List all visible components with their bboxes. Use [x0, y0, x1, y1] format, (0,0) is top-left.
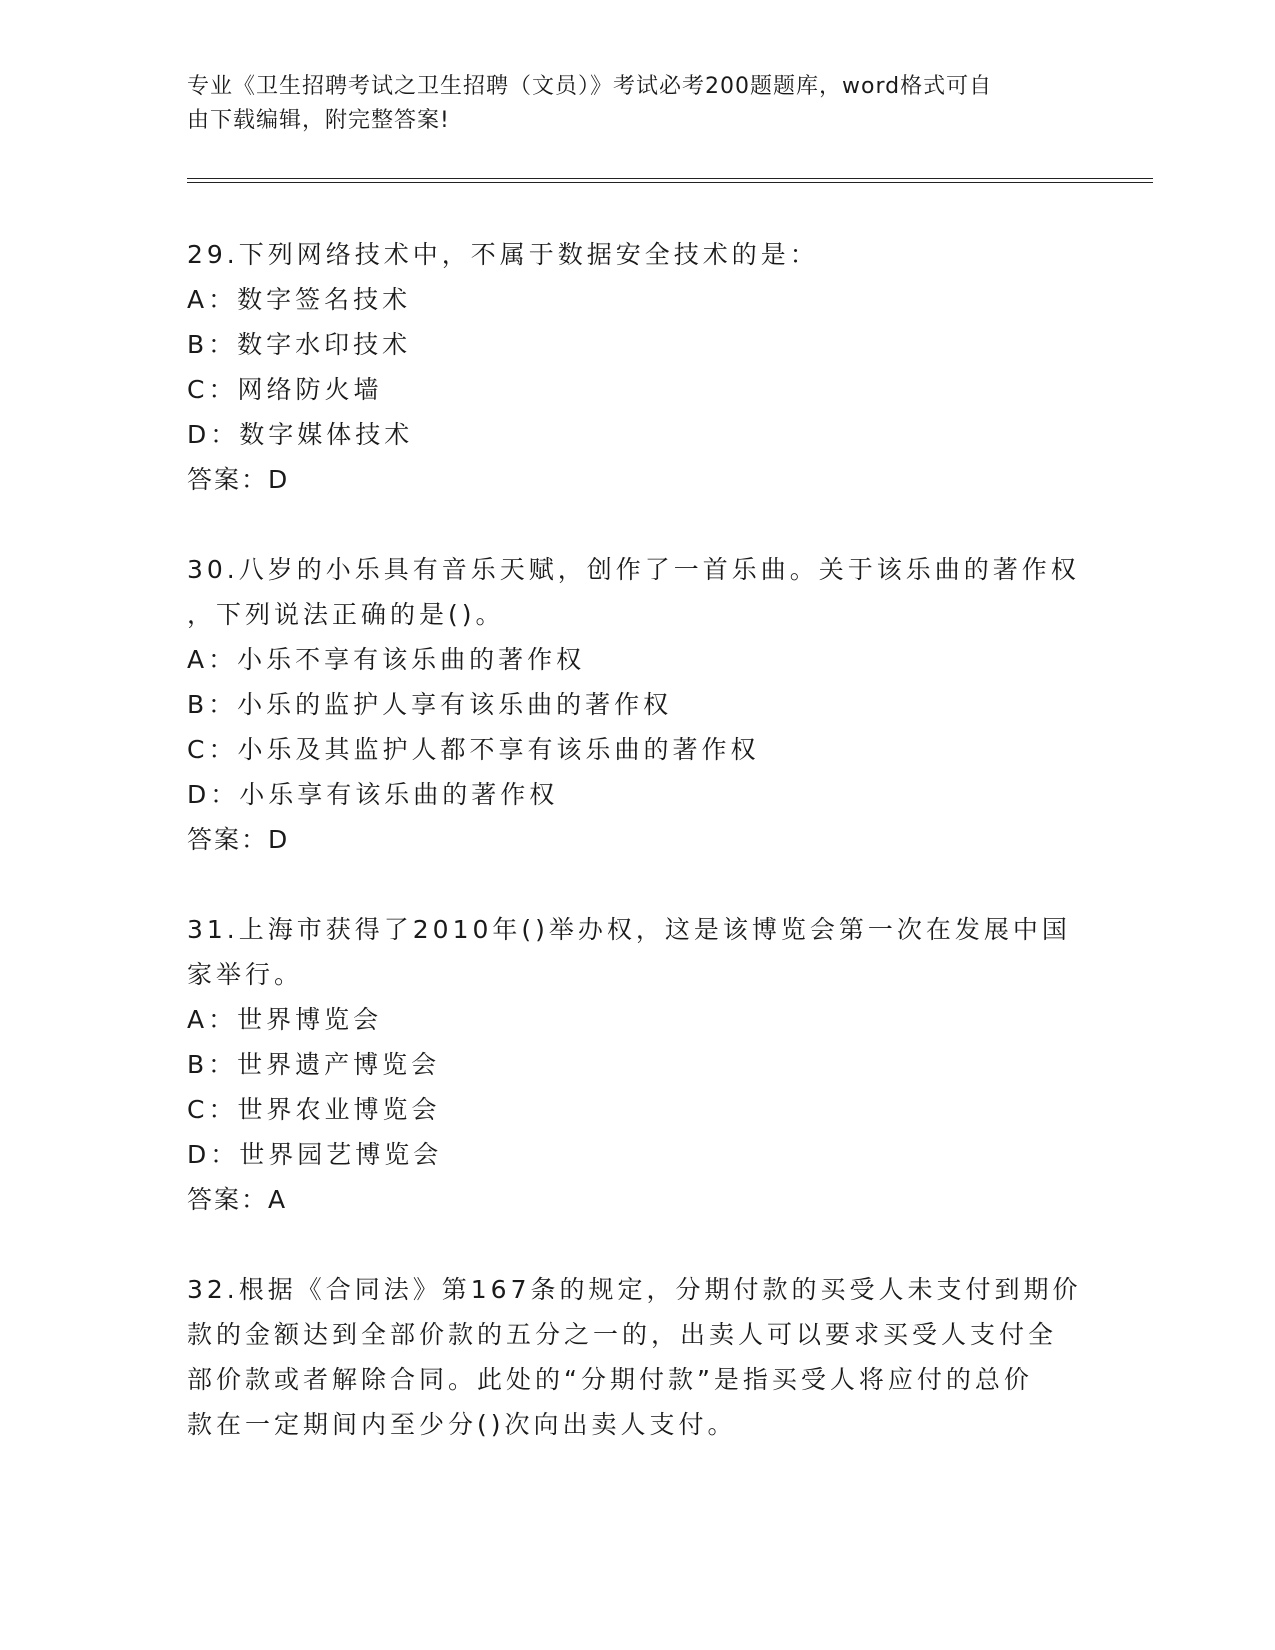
question-list: [187, 232, 1087, 1492]
option-a: A：小乐不享有该乐曲的著作权: [187, 645, 586, 674]
question-30: [187, 547, 1087, 862]
question-29: [187, 232, 1087, 502]
header-line-1: 专业《卫生招聘考试之卫生招聘（文员）》考试必考200题题库，word格式可自: [187, 74, 993, 99]
question-stem: 31.上海市获得了2010年()举办权，这是该博览会第一次在发展中国: [187, 915, 1071, 944]
document-header: [187, 70, 1067, 138]
option-a: A：数字签名技术: [187, 285, 412, 314]
option-c: C：网络防火墙: [187, 375, 383, 404]
question-stem: 款在一定期间内至少分()次向出卖人支付。: [187, 1410, 737, 1439]
header-divider-bottom: [187, 182, 1153, 183]
option-d: D：世界园艺博览会: [187, 1140, 443, 1169]
question-stem: 29.下列网络技术中，不属于数据安全技术的是：: [187, 240, 819, 269]
question-stem: ，下列说法正确的是()。: [187, 600, 505, 629]
question-31: [187, 907, 1087, 1222]
question-stem: 30.八岁的小乐具有音乐天赋，创作了一首乐曲。关于该乐曲的著作权: [187, 555, 1080, 584]
question-32: [187, 1267, 1087, 1447]
option-a: A：世界博览会: [187, 1005, 383, 1034]
option-c: C：世界农业博览会: [187, 1095, 441, 1124]
question-stem: 家举行。: [187, 960, 304, 989]
answer: 答案：D: [187, 465, 290, 494]
option-b: B：小乐的监护人享有该乐曲的著作权: [187, 690, 673, 719]
header-line-2: 由下载编辑，附完整答案!: [187, 108, 450, 133]
header-divider-top: [187, 178, 1153, 179]
option-c: C：小乐及其监护人都不享有该乐曲的著作权: [187, 735, 760, 764]
option-b: B：数字水印技术: [187, 330, 412, 359]
question-stem: 款的金额达到全部价款的五分之一的，出卖人可以要求买受人支付全: [187, 1320, 1058, 1349]
option-d: D：数字媒体技术: [187, 420, 414, 449]
question-stem: 32.根据《合同法》第167条的规定，分期付款的买受人未支付到期价: [187, 1275, 1082, 1304]
option-d: D：小乐享有该乐曲的著作权: [187, 780, 559, 809]
answer: 答案：A: [187, 1185, 288, 1214]
question-stem: 部价款或者解除合同。此处的“分期付款”是指买受人将应付的总价: [187, 1365, 1033, 1394]
answer: 答案：D: [187, 825, 290, 854]
option-b: B：世界遗产博览会: [187, 1050, 441, 1079]
